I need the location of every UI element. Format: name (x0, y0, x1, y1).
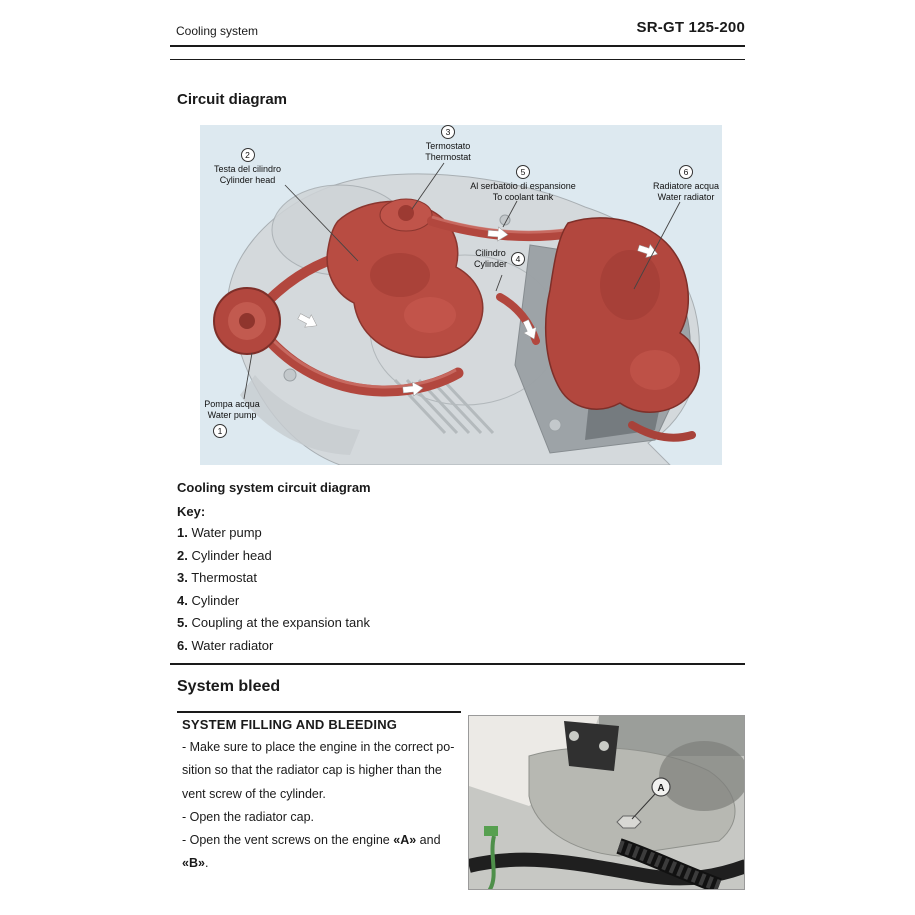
key-item-number: 3. (177, 570, 188, 586)
header-model-title: SR-GT 125-200 (636, 19, 745, 36)
key-item-text: Cylinder (191, 592, 240, 608)
procedure-line: - Open the radiator cap. (182, 809, 315, 824)
callout-label-it: Cilindro (475, 248, 506, 258)
key-item (177, 614, 370, 637)
procedure-line: - Make sure to place the engine in the correct po- (182, 740, 455, 754)
key-item-number: 1. (177, 525, 188, 540)
callout-label-it: Termostato (425, 141, 471, 151)
callout-label-en: Cylinder (474, 259, 508, 269)
key-item-text: Cylinder head (191, 547, 272, 563)
callout-number-badge: 6 (679, 165, 693, 179)
key-item-text: Water radiator (191, 637, 274, 653)
photo-callout-a-label: A (657, 783, 665, 794)
procedure-line: - Open the vent screws on the engine «A» and (182, 833, 441, 848)
callout-cylinder-head (205, 148, 290, 186)
section-title-circuit-diagram: Circuit diagram (177, 91, 288, 108)
key-item-text: Thermostat (191, 570, 257, 586)
section-title-system-bleed: System bleed (177, 678, 281, 695)
key-item-number: 5. (177, 615, 188, 631)
callout-thermostat (398, 125, 498, 163)
key-item-number: 4. (177, 592, 188, 608)
engine-photo-figure (468, 715, 745, 890)
engine-photo-illustration (469, 716, 745, 890)
callout-label-it: Al serbatoio di espansione (470, 181, 576, 191)
callout-number-badge: 2 (241, 148, 255, 162)
callout-label-it: Testa del cilindro (213, 164, 282, 174)
key-item (177, 592, 370, 615)
callout-water-radiator (634, 165, 738, 203)
procedure-line: vent screw of the cylinder. (182, 786, 326, 801)
callout-label-en: Cylinder head (219, 175, 276, 185)
callout-number-badge: 5 (516, 165, 530, 179)
callout-label-it: Pompa acqua (204, 399, 260, 409)
key-item-number: 2. (177, 547, 188, 563)
procedure-title: SYSTEM FILLING AND BLEEDING (182, 717, 398, 732)
callout-label-en: Thermostat (425, 152, 471, 162)
key-item (177, 547, 370, 570)
callout-label-en: To coolant tank (492, 192, 554, 202)
key-item (177, 524, 370, 547)
callout-label-it: Radiatore acqua (652, 181, 720, 191)
callout-label-en: Water pump (207, 410, 257, 420)
key-item-text: Water pump (191, 525, 262, 540)
key-item (177, 569, 370, 592)
procedure-box-rule (177, 711, 461, 713)
section-divider-rule (170, 663, 745, 665)
callout-number-badge: 3 (441, 125, 455, 139)
figure-caption: Cooling system circuit diagram (177, 480, 371, 495)
procedure-line: «B». (182, 856, 209, 871)
header-rule (170, 45, 745, 47)
key-item (177, 637, 370, 660)
callout-expansion-tank (462, 165, 584, 203)
key-item-text: Coupling at the expansion tank (191, 615, 370, 631)
procedure-text (182, 737, 482, 877)
callout-number-badge: 1 (213, 424, 227, 438)
header-section-title: Cooling system (176, 24, 259, 38)
callout-label-en: Water radiator (657, 192, 715, 202)
callout-water-pump (202, 399, 262, 438)
key-label: Key: (177, 504, 206, 519)
key-item-number: 6. (177, 637, 188, 653)
circuit-diagram-figure (200, 125, 722, 465)
callout-number-badge: 4 (511, 252, 525, 266)
key-list (177, 524, 370, 660)
header-rule-2 (170, 59, 745, 60)
procedure-line: sition so that the radiator cap is higher than the (182, 763, 442, 778)
callout-cylinder (474, 248, 525, 270)
